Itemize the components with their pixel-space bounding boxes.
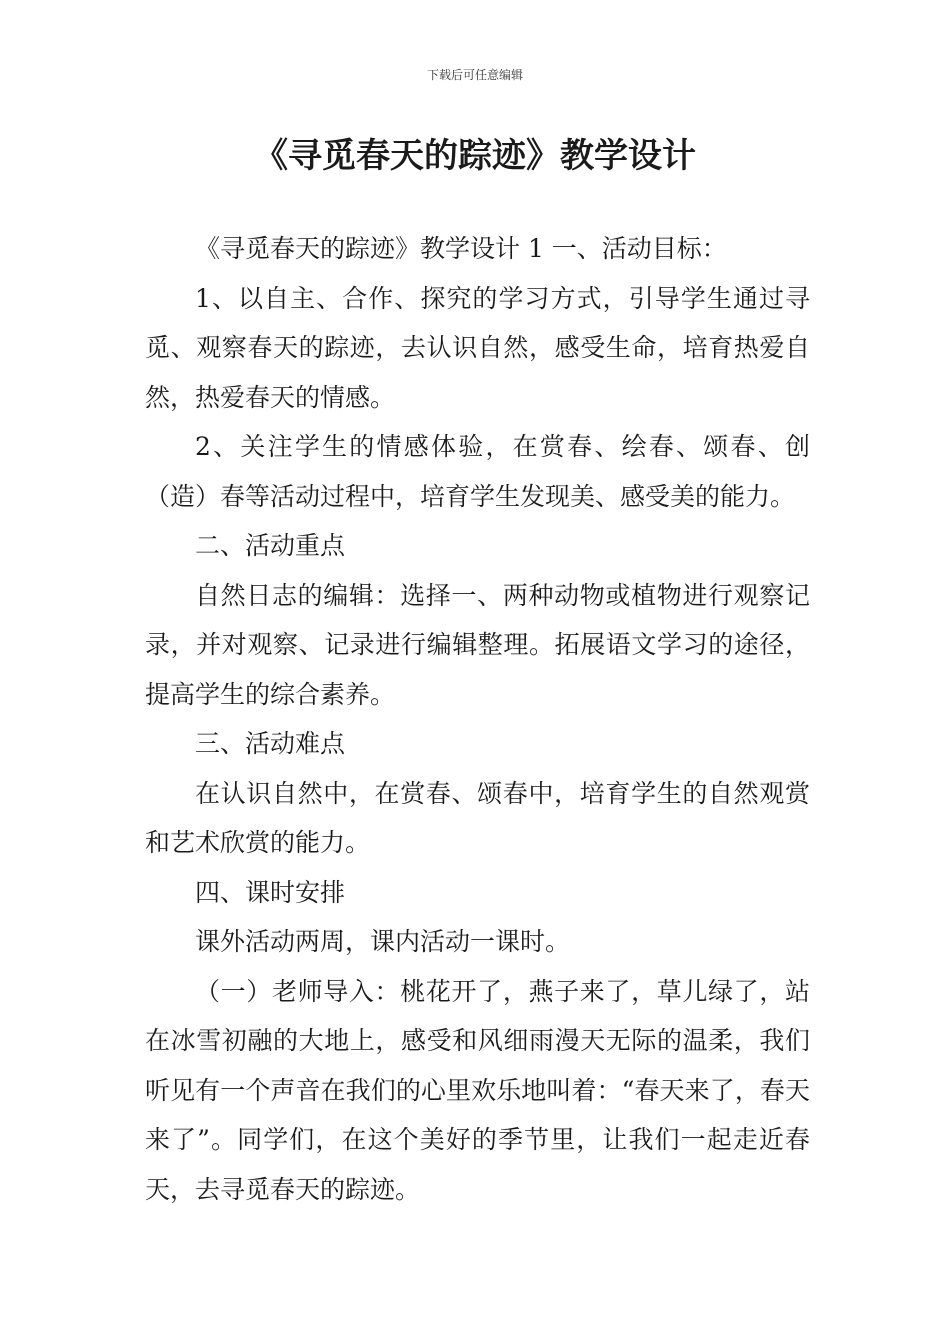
paragraph-goal-1: 1、以自主、合作、探究的学习方式，引导学生通过寻觅、观察春天的踪迹，去认识自然，感受生命，培育热爱自然，热爱春天的情感。 (145, 283, 810, 412)
document-title: 《寻觅春天的踪迹》教学设计 (254, 136, 696, 176)
paragraph-schedule: 课外活动两周，课内活动一课时。 (195, 927, 571, 956)
section-heading-focus: 二、活动重点 (195, 531, 346, 560)
header-note: 下载后可任意编辑 (426, 68, 523, 82)
section-heading-difficulty: 三、活动难点 (195, 729, 346, 758)
document-body (145, 224, 810, 1214)
paragraph-difficulty: 在认识自然中，在赏春、颂春中，培育学生的自然观赏和艺术欣赏的能力。 (145, 778, 810, 857)
paragraph-intro: 《寻觅春天的踪迹》教学设计 1 一、活动目标： (195, 234, 727, 263)
paragraph-focus: 自然日志的编辑：选择一、两种动物或植物进行观察记录，并对观察、记录进行编辑整理。拓展语文学习的途径，提高学生的综合素养。 (145, 580, 810, 709)
paragraph-introduction: （一）老师导入：桃花开了，燕子来了，草儿绿了，站在冰雪初融的大地上，感受和风细雨漫天无际的温柔，我们听见有一个声音在我们的心里欢乐地叫着：“春天来了，春天来了”。同学们，在这个美好的季节里，让我们一起走近春天，去寻觅春天的踪迹。 (145, 976, 810, 1204)
paragraph-goal-2: 2、关注学生的情感体验，在赏春、绘春、颂春、创（造）春等活动过程中，培育学生发现美、感受美的能力。 (145, 432, 810, 511)
section-heading-schedule: 四、课时安排 (195, 877, 346, 907)
